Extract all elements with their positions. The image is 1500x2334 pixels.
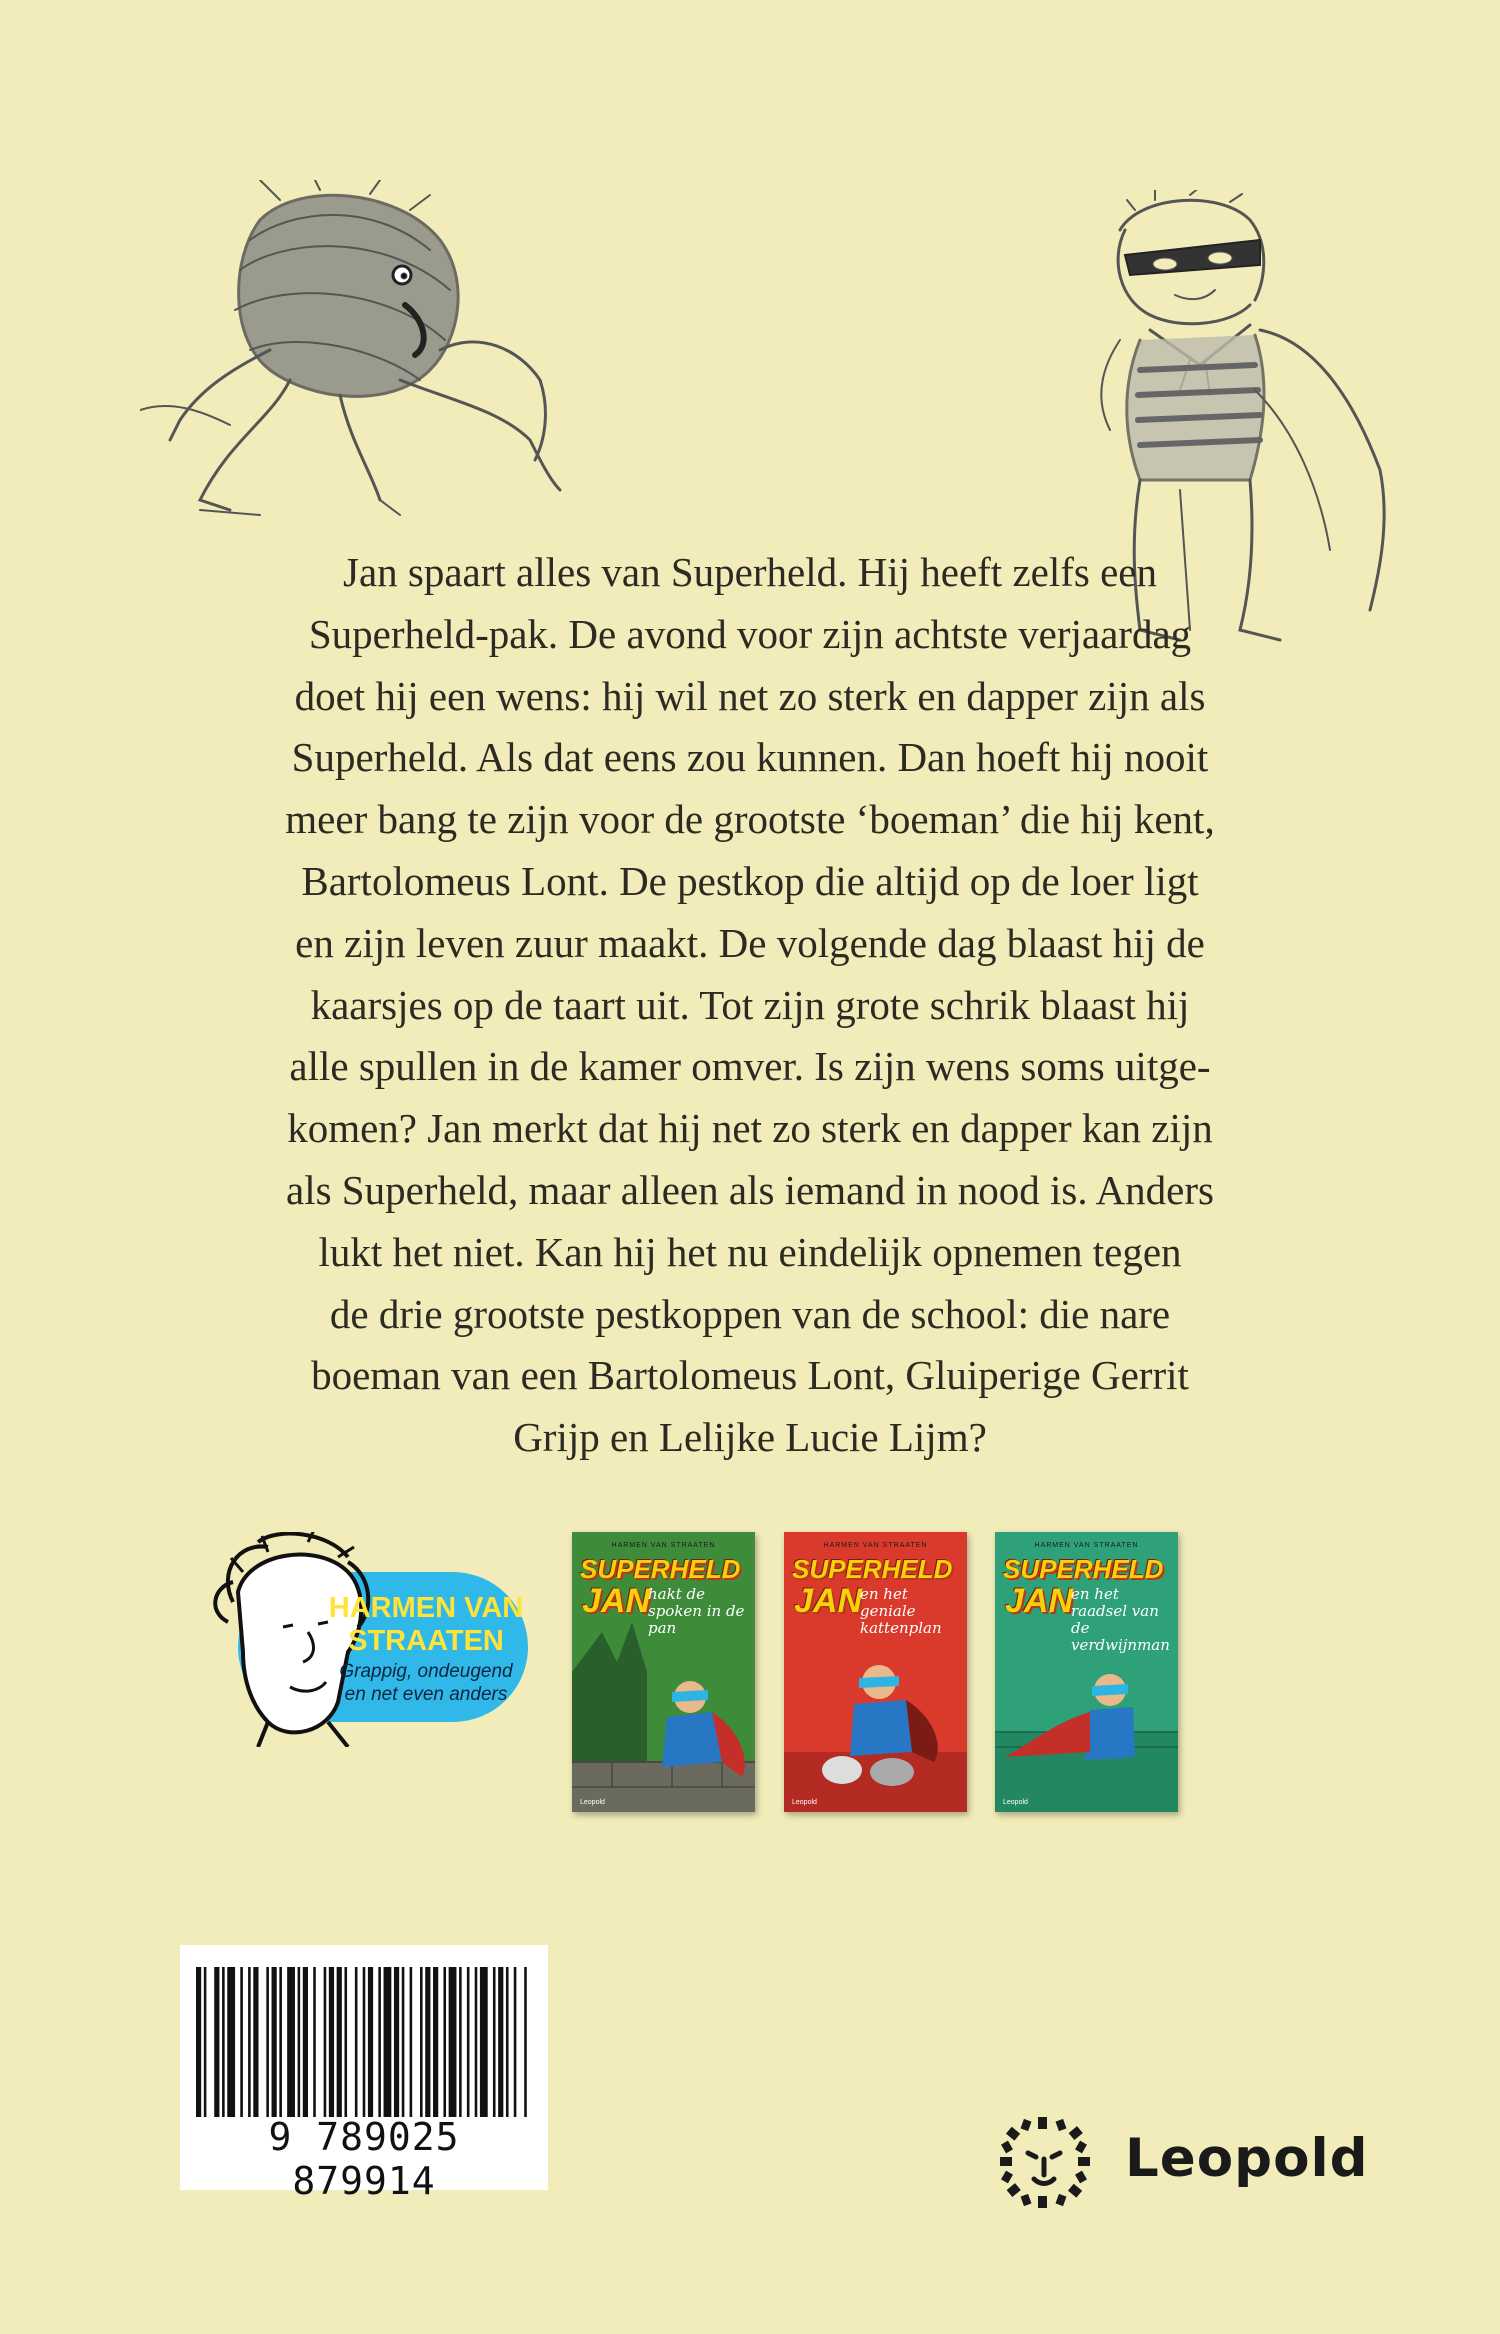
author-badge	[198, 1532, 528, 1747]
barcode-bar	[324, 1967, 327, 2117]
barcode-bar	[248, 1967, 251, 2117]
blurb-line: en zijn leven zuur maakt. De volgende dag blaast hij de	[295, 919, 1205, 966]
barcode-bar	[467, 1967, 470, 2117]
book-cover-kattenplan	[784, 1532, 967, 1812]
isbn-barcode	[180, 1945, 548, 2203]
book-publisher: Leopold	[792, 1799, 817, 1806]
book-subtitle: en het raadsel van de verdwijnman	[1071, 1585, 1170, 1654]
barcode-bar	[279, 1967, 282, 2117]
barcode-bar	[443, 1967, 446, 2117]
barcode-bar	[475, 1967, 478, 2117]
blurb-line: Grijp en Lelijke Lucie Lijm?	[513, 1414, 987, 1461]
barcode-bars	[196, 1967, 532, 2117]
hairy-monster-illustration	[140, 180, 610, 550]
barcode-bar	[287, 1967, 295, 2117]
book-author: HARMEN VAN STRAATEN	[823, 1542, 928, 1549]
barcode-bar	[298, 1967, 301, 2117]
barcode-bar	[378, 1967, 381, 2117]
author-name-line2: STRAATEN	[348, 1625, 504, 1657]
book-series-title: SUPERHELD	[1003, 1554, 1164, 1584]
barcode-bar	[425, 1967, 430, 2117]
blurb-line: lukt het niet. Kan hij het nu eindelijk opnemen tegen	[318, 1228, 1182, 1275]
book-subtitle: en het geniale kattenplan	[860, 1585, 942, 1637]
book-series-name: JAN	[1005, 1582, 1074, 1620]
barcode-bar	[355, 1967, 358, 2117]
blurb-line: kaarsjes op de taart uit. Tot zijn grote schrik blaast hij	[310, 981, 1190, 1028]
blurb-line: als Superheld, maar alleen als iemand in nood is. Anders	[286, 1166, 1214, 1213]
barcode-bar	[214, 1967, 219, 2117]
book-series-title: SUPERHELD	[580, 1554, 741, 1584]
blurb-line: boeman van een Bartolomeus Lont, Gluiperige Gerrit	[311, 1352, 1189, 1399]
barcode-bar	[498, 1967, 503, 2117]
book-publisher: Leopold	[1003, 1799, 1028, 1806]
blurb-line: meer bang te zijn voor de grootste ‘boeman’ die hij kent,	[285, 796, 1215, 843]
blurb-line: Bartolomeus Lont. De pestkop die altijd op de loer ligt	[301, 857, 1199, 904]
barcode-bar	[368, 1967, 373, 2117]
barcode-bar	[313, 1967, 316, 2117]
barcode-bar	[344, 1967, 347, 2117]
publisher-name: Leopold	[1125, 2128, 1369, 2189]
barcode-bar	[266, 1967, 269, 2117]
barcode-bar	[410, 1967, 413, 2117]
barcode-bar	[204, 1967, 207, 2117]
barcode-bar	[459, 1967, 462, 2117]
book-publisher: Leopold	[580, 1799, 605, 1806]
blurb-line: Superheld-pak. De avond voor zijn achtste verjaardag	[308, 610, 1192, 657]
publisher-logo	[990, 2110, 1410, 2210]
barcode-bar	[337, 1967, 342, 2117]
barcode-bar	[329, 1967, 334, 2117]
book-series-name: JAN	[582, 1582, 651, 1620]
author-tagline	[326, 1660, 526, 1706]
barcode-bar	[394, 1967, 399, 2117]
barcode-bar	[303, 1967, 308, 2117]
back-cover-blurb	[200, 542, 1300, 1469]
book-series-name: JAN	[794, 1582, 863, 1620]
author-tagline-line2: en net even anders	[344, 1684, 508, 1705]
lion-face-icon	[990, 2115, 1100, 2210]
barcode-bar	[433, 1967, 438, 2117]
barcode-bar	[493, 1967, 496, 2117]
barcode-bar	[449, 1967, 457, 2117]
isbn-number: 9 789025 879914	[268, 2115, 460, 2203]
author-tagline-line1: Grappig, ondeugend	[339, 1661, 513, 1682]
author-name	[326, 1592, 526, 1658]
barcode-bar	[480, 1967, 488, 2117]
book-author: HARMEN VAN STRAATEN	[1034, 1542, 1139, 1549]
barcode-bar	[514, 1967, 517, 2117]
book-series-title: SUPERHELD	[792, 1554, 953, 1584]
blurb-line: doet hij een wens: hij wil net zo sterk en dapper zijn als	[294, 672, 1206, 719]
book-cover-spoken	[572, 1532, 755, 1812]
blurb-line: Superheld. Als dat eens zou kunnen. Dan hoeft hij nooit	[291, 734, 1209, 781]
book-cover-verdwijnman	[995, 1532, 1178, 1812]
barcode-bar	[363, 1967, 366, 2117]
barcode-bar	[402, 1967, 405, 2117]
blurb-line: de drie grootste pestkoppen van de school: die nare	[329, 1290, 1171, 1337]
barcode-bar	[272, 1967, 277, 2117]
barcode-bar	[227, 1967, 235, 2117]
barcode-bar	[524, 1967, 527, 2117]
barcode-bar	[420, 1967, 423, 2117]
blurb-line: Jan spaart alles van Superheld. Hij heeft zelfs een	[343, 549, 1157, 595]
barcode-bar	[240, 1967, 243, 2117]
blurb-line: komen? Jan merkt dat hij net zo sterk en dapper kan zijn	[287, 1105, 1213, 1152]
author-name-line1: HARMEN VAN	[328, 1592, 524, 1624]
barcode-bar	[222, 1967, 225, 2117]
barcode-bar	[384, 1967, 392, 2117]
blurb-line: alle spullen in de kamer omver. Is zijn wens soms uitge-	[289, 1043, 1211, 1090]
book-subtitle: hakt de spoken in de pan	[648, 1585, 745, 1637]
book-author: HARMEN VAN STRAATEN	[611, 1542, 716, 1549]
barcode-bar	[506, 1967, 509, 2117]
barcode-bar	[196, 1967, 201, 2117]
barcode-bar	[253, 1967, 258, 2117]
